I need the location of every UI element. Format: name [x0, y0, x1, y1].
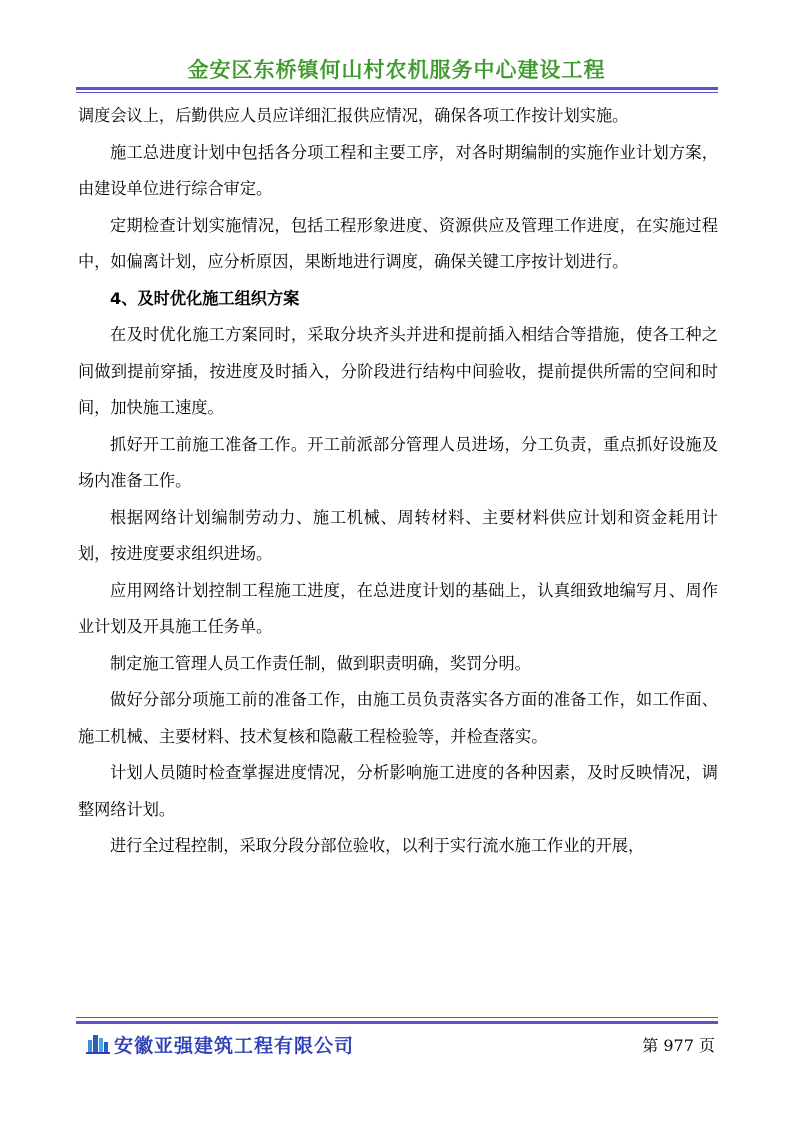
footer-rule-thick [76, 1021, 718, 1024]
paragraph: 抓好开工前施工准备工作。开工前派部分管理人员进场，分工负责，重点抓好设施及场内准备工作。 [78, 434, 718, 490]
footer-rule-thin [76, 1017, 718, 1018]
header-rule-thick [76, 87, 718, 90]
footer-company-name: 安徽亚强建筑工程有限公司 [114, 1035, 355, 1057]
page-number: 第 977 页 [642, 1036, 715, 1055]
paragraph: 在及时优化施工方案同时，采取分块齐头并进和提前插入相结合等措施，使各工种之间做到提前穿插，按进度及时插入，分阶段进行结构中间验收，提前提供所需的空间和时间，加快施工速度。 [78, 325, 718, 417]
paragraph: 应用网络计划控制工程施工进度，在总进度计划的基础上，认真细致地编写月、周作业计划及开具施工任务单。 [78, 580, 718, 636]
paragraph: 根据网络计划编制劳动力、施工机械、周转材料、主要材料供应计划和资金耗用计划，按进度要求组织进场。 [78, 507, 718, 563]
header-rule-thin [76, 92, 718, 93]
building-logo-icon [86, 1032, 110, 1054]
document-body [78, 98, 718, 865]
paragraph: 做好分部分项施工前的准备工作，由施工员负责落实各方面的准备工作，如工作面、施工机械、主要材料、技术复核和隐蔽工程检验等，并检查落实。 [78, 690, 718, 746]
section-heading: 4、及时优化施工组织方案 [110, 288, 300, 308]
paragraph: 调度会议上，后勤供应人员应详细汇报供应情况，确保各项工作按计划实施。 [78, 106, 629, 125]
paragraph: 计划人员随时检查掌握进度情况，分析影响施工进度的各种因素，及时反映情况，调整网络计划。 [78, 763, 718, 819]
paragraph: 施工总进度计划中包括各分项工程和主要工序，对各时期编制的实施作业计划方案，由建设单位进行综合审定。 [78, 142, 718, 198]
header-title: 金安区东桥镇何山村农机服务中心建设工程 [187, 58, 606, 82]
paragraph: 进行全过程控制，采取分段分部位验收，以利于实行流水施工作业的开展， [110, 836, 645, 855]
paragraph: 定期检查计划实施情况，包括工程形象进度、资源供应及管理工作进度，在实施过程中，如偏离计划，应分析原因，果断地进行调度，确保关键工序按计划进行。 [78, 215, 718, 271]
paragraph: 制定施工管理人员工作责任制，做到职责明确，奖罚分明。 [110, 653, 531, 673]
